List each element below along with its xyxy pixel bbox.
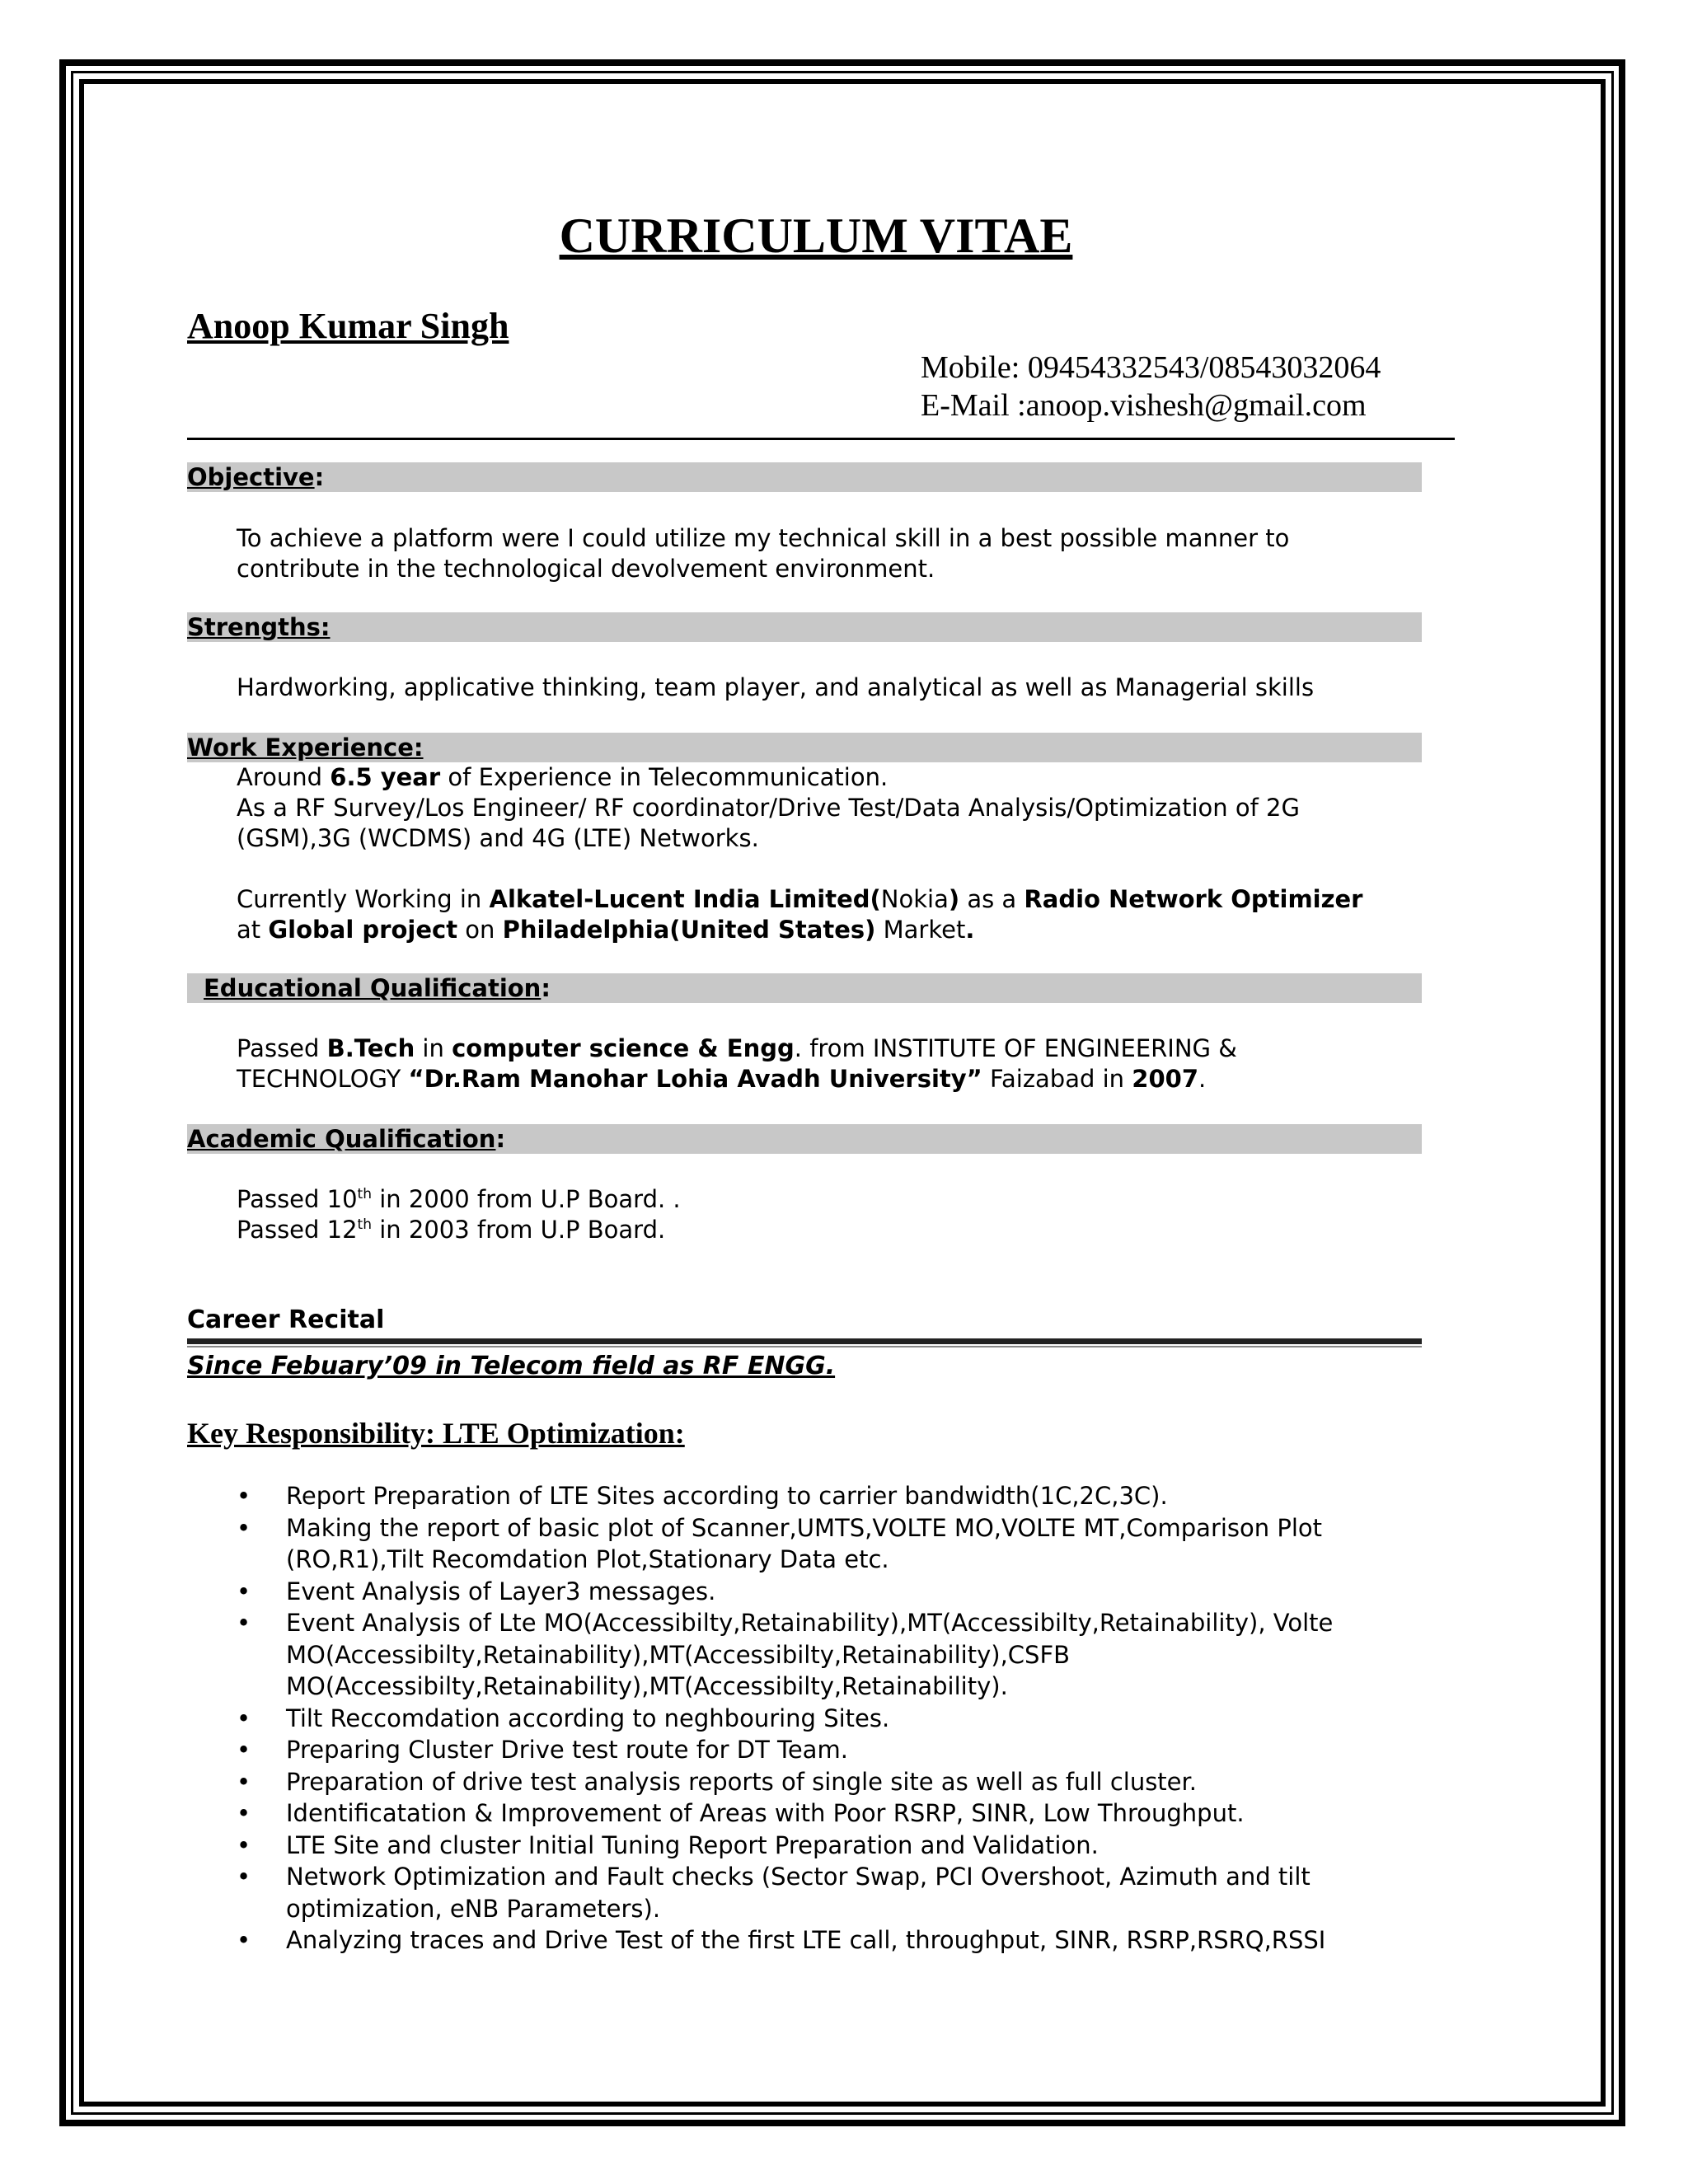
list-item-text: Preparation of drive test analysis reports of single site as well as full cluster. [286,1767,1198,1796]
list-item [237,1797,1423,1830]
list-item-text: Making the report of basic plot of Scanner,UMTS,VOLTE MO,VOLTE MT,Comparison Plot (RO,R1),Tilt Recomdation Plot,Stationary Data etc. [286,1513,1323,1573]
contact-email: E-Mail :anoop.vishesh@gmail.com [921,388,1367,423]
list-item [237,1703,1423,1735]
educational-text: Passed B.Tech in computer science & Engg. from INSTITUTE OF ENGINEERING & TECHNOLOGY “Dr.Ram Manohar Lohia Avadh University” Faizabad in 2007. [237,1034,1237,1093]
list-item [237,1480,1423,1512]
list-item-text: LTE Site and cluster Initial Tuning Report Preparation and Validation. [286,1830,1099,1859]
bullet-icon: • [237,1830,251,1859]
list-item-text: Event Analysis of Layer3 messages. [286,1577,716,1605]
work-experience-heading: Work Experience: [187,733,424,762]
academic-heading: Academic Qualification: [187,1125,506,1153]
contact-mobile: Mobile: 09454332543/08543032064 [921,350,1381,385]
bullet-icon: • [237,1736,251,1764]
header-divider [187,438,1455,440]
list-item [237,1924,1423,1957]
bullet-icon: • [237,1704,251,1732]
list-item-text: Preparing Cluster Drive test route for DT Team. [286,1736,848,1764]
list-item [237,1512,1423,1576]
objective-heading: Objective: [187,463,325,491]
educational-heading: Educational Qualification: [204,974,551,1002]
bullet-icon: • [237,1577,251,1605]
person-name: Anoop Kumar Singh [187,306,509,346]
list-item-text: Identificatation & Improvement of Areas with Poor RSRP, SINR, Low Throughput. [286,1799,1245,1827]
list-item-text: Analyzing traces and Drive Test of the first LTE call, throughput, SINR, RSRP,RSRQ,RSSI [286,1926,1326,1954]
bullet-icon: • [237,1513,251,1542]
list-item-text: Event Analysis of Lte MO(Accessibilty,Retainability),MT(Accessibilty,Retainability), Volte MO(Accessibilty,Retainability),MT(Accessibilty,Retainability),CSFB MO(Accessibilty,Retainability),MT(Accessibilty,Retainability). [286,1609,1334,1700]
career-since-text: Since Febuary’09 in Telecom field as RF ENGG. [187,1352,836,1380]
list-item [237,1830,1423,1862]
bullet-icon: • [237,1482,251,1510]
list-item-text: Tilt Reccomdation according to neghbouring Sites. [286,1704,890,1732]
bullet-icon: • [237,1609,251,1637]
strengths-text: Hardworking, applicative thinking, team player, and analytical as well as Managerial skills [237,673,1315,701]
list-item [237,1861,1423,1924]
academic-text: Passed 10th in 2000 from U.P Board. . Passed 12th in 2003 from U.P Board. [237,1185,681,1244]
responsibility-list [237,1480,1423,1957]
strengths-bar [187,612,1422,642]
objective-bar [187,462,1422,492]
bullet-icon: • [237,1926,251,1954]
work-experience-text: Around 6.5 year of Experience in Telecommunication. As a RF Survey/Los Engineer/ RF coordinator/Drive Test/Data Analysis/Optimization of 2G (GSM),3G (WCDMS) and 4G (LTE) Networks. Currently Working in Alkatel-Lucent India Limited(Nokia) as a Radio Network Optimizer at Global project on Philadelphia(United States) Market. [237,763,1363,944]
list-item [237,1576,1423,1608]
strengths-heading: Strengths: [187,613,331,641]
career-recital-heading: Career Recital [187,1305,385,1334]
list-item-text: Report Preparation of LTE Sites according to carrier bandwidth(1C,2C,3C). [286,1482,1168,1510]
bullet-icon: • [237,1799,251,1827]
bullet-icon: • [237,1863,251,1891]
bullet-icon: • [237,1767,251,1796]
list-item [237,1766,1423,1798]
list-item [237,1607,1423,1703]
objective-text: To achieve a platform were I could utilize my technical skill in a best possible manner to contribute in the technological devolvement environment. [237,524,1290,583]
career-divider [187,1338,1422,1344]
list-item-text: Network Optimization and Fault checks (Sector Swap, PCI Overshoot, Azimuth and tilt optimization, eNB Parameters). [286,1863,1311,1923]
career-divider-shadow [187,1346,1422,1347]
list-item [237,1734,1423,1766]
key-responsibility-heading: Key Responsibility: LTE Optimization: [187,1417,685,1450]
document-title: CURRICULUM VITAE [559,209,1073,263]
